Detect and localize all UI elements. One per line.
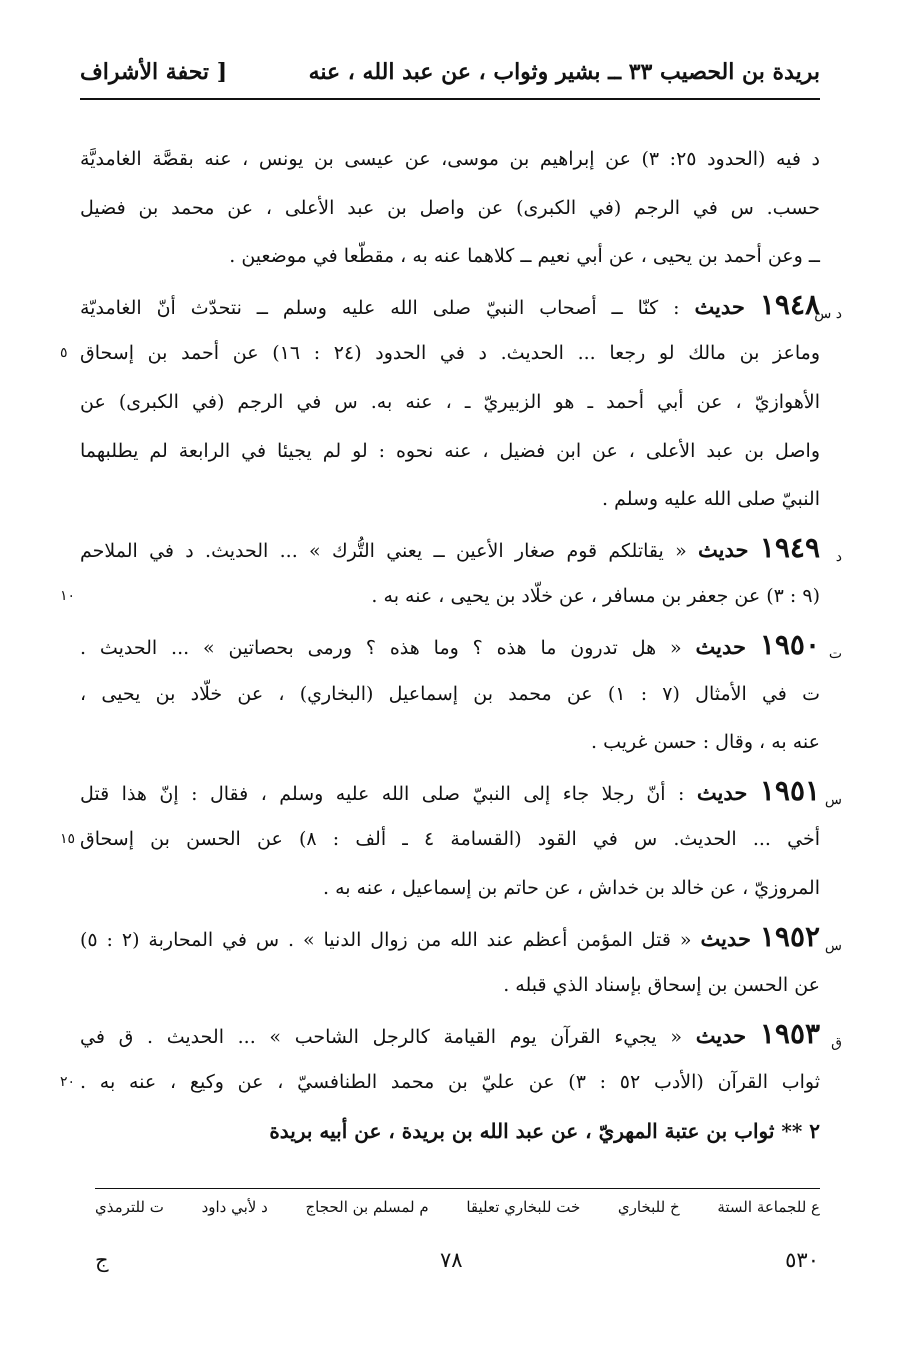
text-line: [60, 329, 821, 378]
line-text: عن الحسن بن إسحاق بإسناد الذي قبله .: [503, 974, 820, 997]
margin-line-number: ٢٠: [60, 1074, 76, 1091]
abbreviation-legend: [95, 1198, 820, 1228]
text-line: [80, 427, 820, 476]
line-text: « قتل المؤمن أعظم عند الله من زوال الدنيا » . س في المحاربة (٢ : ٥): [80, 928, 692, 951]
text-line: [80, 184, 820, 233]
text-line: [80, 1107, 820, 1156]
line-text: واصل بن عبد الأعلى ، عن ابن فضيل ، عنه نحوه : لو لم يجيئا في الرابعة لم يطلبهما: [80, 439, 820, 462]
line-text: الأهوازيّ ، عن أبي أحمد ـ هو الزبيريّ ـ ، عنه به. س في الرجم (في الكبرى) عن: [80, 390, 820, 413]
source-siglum: س: [824, 791, 842, 808]
line-text: « يقاتلكم قوم صغار الأعين ــ يعني التُّرك » ... الحديث. د في الملاحم: [80, 539, 687, 562]
running-header: [80, 55, 820, 95]
text-line: [60, 815, 820, 864]
line-text: : أنّ رجلا جاء إلى النبيّ صلى الله عليه وسلم ، فقال : إنّ هذا قتل: [80, 782, 685, 805]
line-text: : كنّا ــ أصحاب النبيّ صلى الله عليه وسلم ــ نتحدّث أنّ الغامديّة: [80, 296, 680, 319]
hadith-number: ١٩٥٢: [759, 919, 821, 953]
legend-item: د لأبي داود: [201, 1198, 268, 1216]
text-line: [60, 572, 820, 621]
hadith-entry-line: [80, 621, 842, 670]
volume-page-number: ٥٣٠: [785, 1248, 819, 1272]
source-siglum: س: [824, 937, 842, 954]
line-text: المروزيّ ، عن خالد بن خداش ، عن حاتم بن إسماعيل ، عنه به .: [323, 876, 820, 899]
margin-line-number: ١٥: [60, 831, 76, 848]
hadith-entry-line: [80, 524, 842, 573]
hadith-number: ١٩٤٨: [759, 287, 821, 321]
legend-item: خ للبخاري: [617, 1198, 680, 1216]
line-text: (٩ : ٣) عن جعفر بن مسافر ، عن خلّاد بن يحيى ، عنه به .: [371, 585, 820, 608]
text-line: [80, 135, 820, 184]
line-text: د فيه (الحدود ٢٥: ٣) عن إبراهيم بن موسى، عن عيسى بن يونس ، عنه بقصَّة الغامديَّة: [80, 148, 821, 170]
hadith-number: ١٩٤٩: [759, 530, 820, 564]
hadith-label: حديث: [698, 536, 749, 562]
source-siglum: ق: [831, 1034, 842, 1051]
line-text: أخي ... الحديث. س في القود (القسامة ٤ ـ ألف : ٨) عن الحسن بن إسحاق: [80, 828, 820, 851]
page-number: ٧٨: [440, 1248, 463, 1272]
hadith-entry-line: [80, 913, 842, 962]
text-line: [80, 232, 820, 281]
hadith-number: ١٩٥٣: [759, 1016, 821, 1050]
source-siglum: د: [835, 548, 842, 565]
hadith-entry-line: [80, 767, 842, 816]
body-text: [60, 135, 842, 1155]
line-text: النبيّ صلى الله عليه وسلم .: [602, 488, 820, 511]
legend-item: ت للترمذي: [95, 1198, 164, 1216]
hadith-number: ١٩٥٠: [759, 627, 820, 661]
line-text: حسب. س في الرجم (في الكبرى) عن واصل بن عبد الأعلى ، عن محمد بن فضيل: [80, 196, 820, 219]
line-text: « هل تدرون ما هذه ؟ وما هذه ؟ ورمى بحصاتين » ... الحديث .: [80, 636, 682, 659]
legend-item: م لمسلم بن الحجاج: [305, 1198, 429, 1216]
source-siglum: د س: [814, 305, 842, 322]
hadith-label: حديث: [695, 633, 746, 659]
hadith-entry-line: [80, 281, 842, 330]
hadith-entry-line: [80, 1010, 842, 1059]
line-text: « يجيء القرآن يوم القيامة كالرجل الشاحب » ... الحديث . ق في: [80, 1025, 682, 1048]
header-book-title: [ تحفة الأشراف: [80, 59, 228, 85]
source-siglum: ت: [828, 645, 842, 662]
text-line: [80, 718, 820, 767]
header-title: بريدة بن الحصيب ٣٣ ــ بشير وثواب ، عن عبد الله ، عنه: [308, 59, 820, 85]
text-line: [80, 670, 820, 719]
line-text: ت في الأمثال (٧ : ١) عن محمد بن إسماعيل (البخاري) ، عن خلّاد بن يحيى ،: [80, 682, 820, 705]
line-text: عنه به ، وقال : حسن غريب .: [591, 731, 820, 754]
hadith-label: حديث: [694, 293, 745, 319]
line-text: وماعز بن مالك لو رجعا ... الحديث. د في الحدود (٢٤ : ١٦) عن أحمد بن إسحاق: [80, 342, 821, 365]
text-line: [80, 378, 820, 427]
margin-line-number: ٥: [60, 345, 68, 362]
line-text: ٢ ** ثواب بن عتبة المهريّ ، عن عبد الله بن بريدة ، عن أبيه بريدة: [269, 1118, 820, 1143]
text-line: [60, 1058, 820, 1107]
line-text: ــ وعن أحمد بن يحيى ، عن أبي نعيم ــ كلاهما عنه به ، مقطّعا في موضعين .: [229, 245, 820, 268]
line-text: ثواب القرآن (الأدب ٥٢ : ٣) عن عليّ بن محمد الطنافسيّ ، عن وكيع ، عنه به .: [80, 1071, 820, 1094]
text-line: [80, 864, 820, 913]
margin-line-number: ١٠: [60, 588, 76, 605]
legend-item: خت للبخاري تعليقا: [466, 1198, 581, 1216]
hadith-label: حديث: [695, 1022, 747, 1048]
hadith-number: ١٩٥١: [759, 773, 821, 807]
text-line: [80, 961, 820, 1010]
legend-item: ع للجماعة الستة: [717, 1198, 820, 1216]
hadith-label: حديث: [696, 779, 748, 805]
hadith-label: حديث: [700, 925, 751, 951]
text-line: [80, 475, 820, 524]
signature-mark: ج: [95, 1248, 109, 1272]
footer-rule: [95, 1188, 820, 1189]
header-rule: [80, 98, 820, 100]
